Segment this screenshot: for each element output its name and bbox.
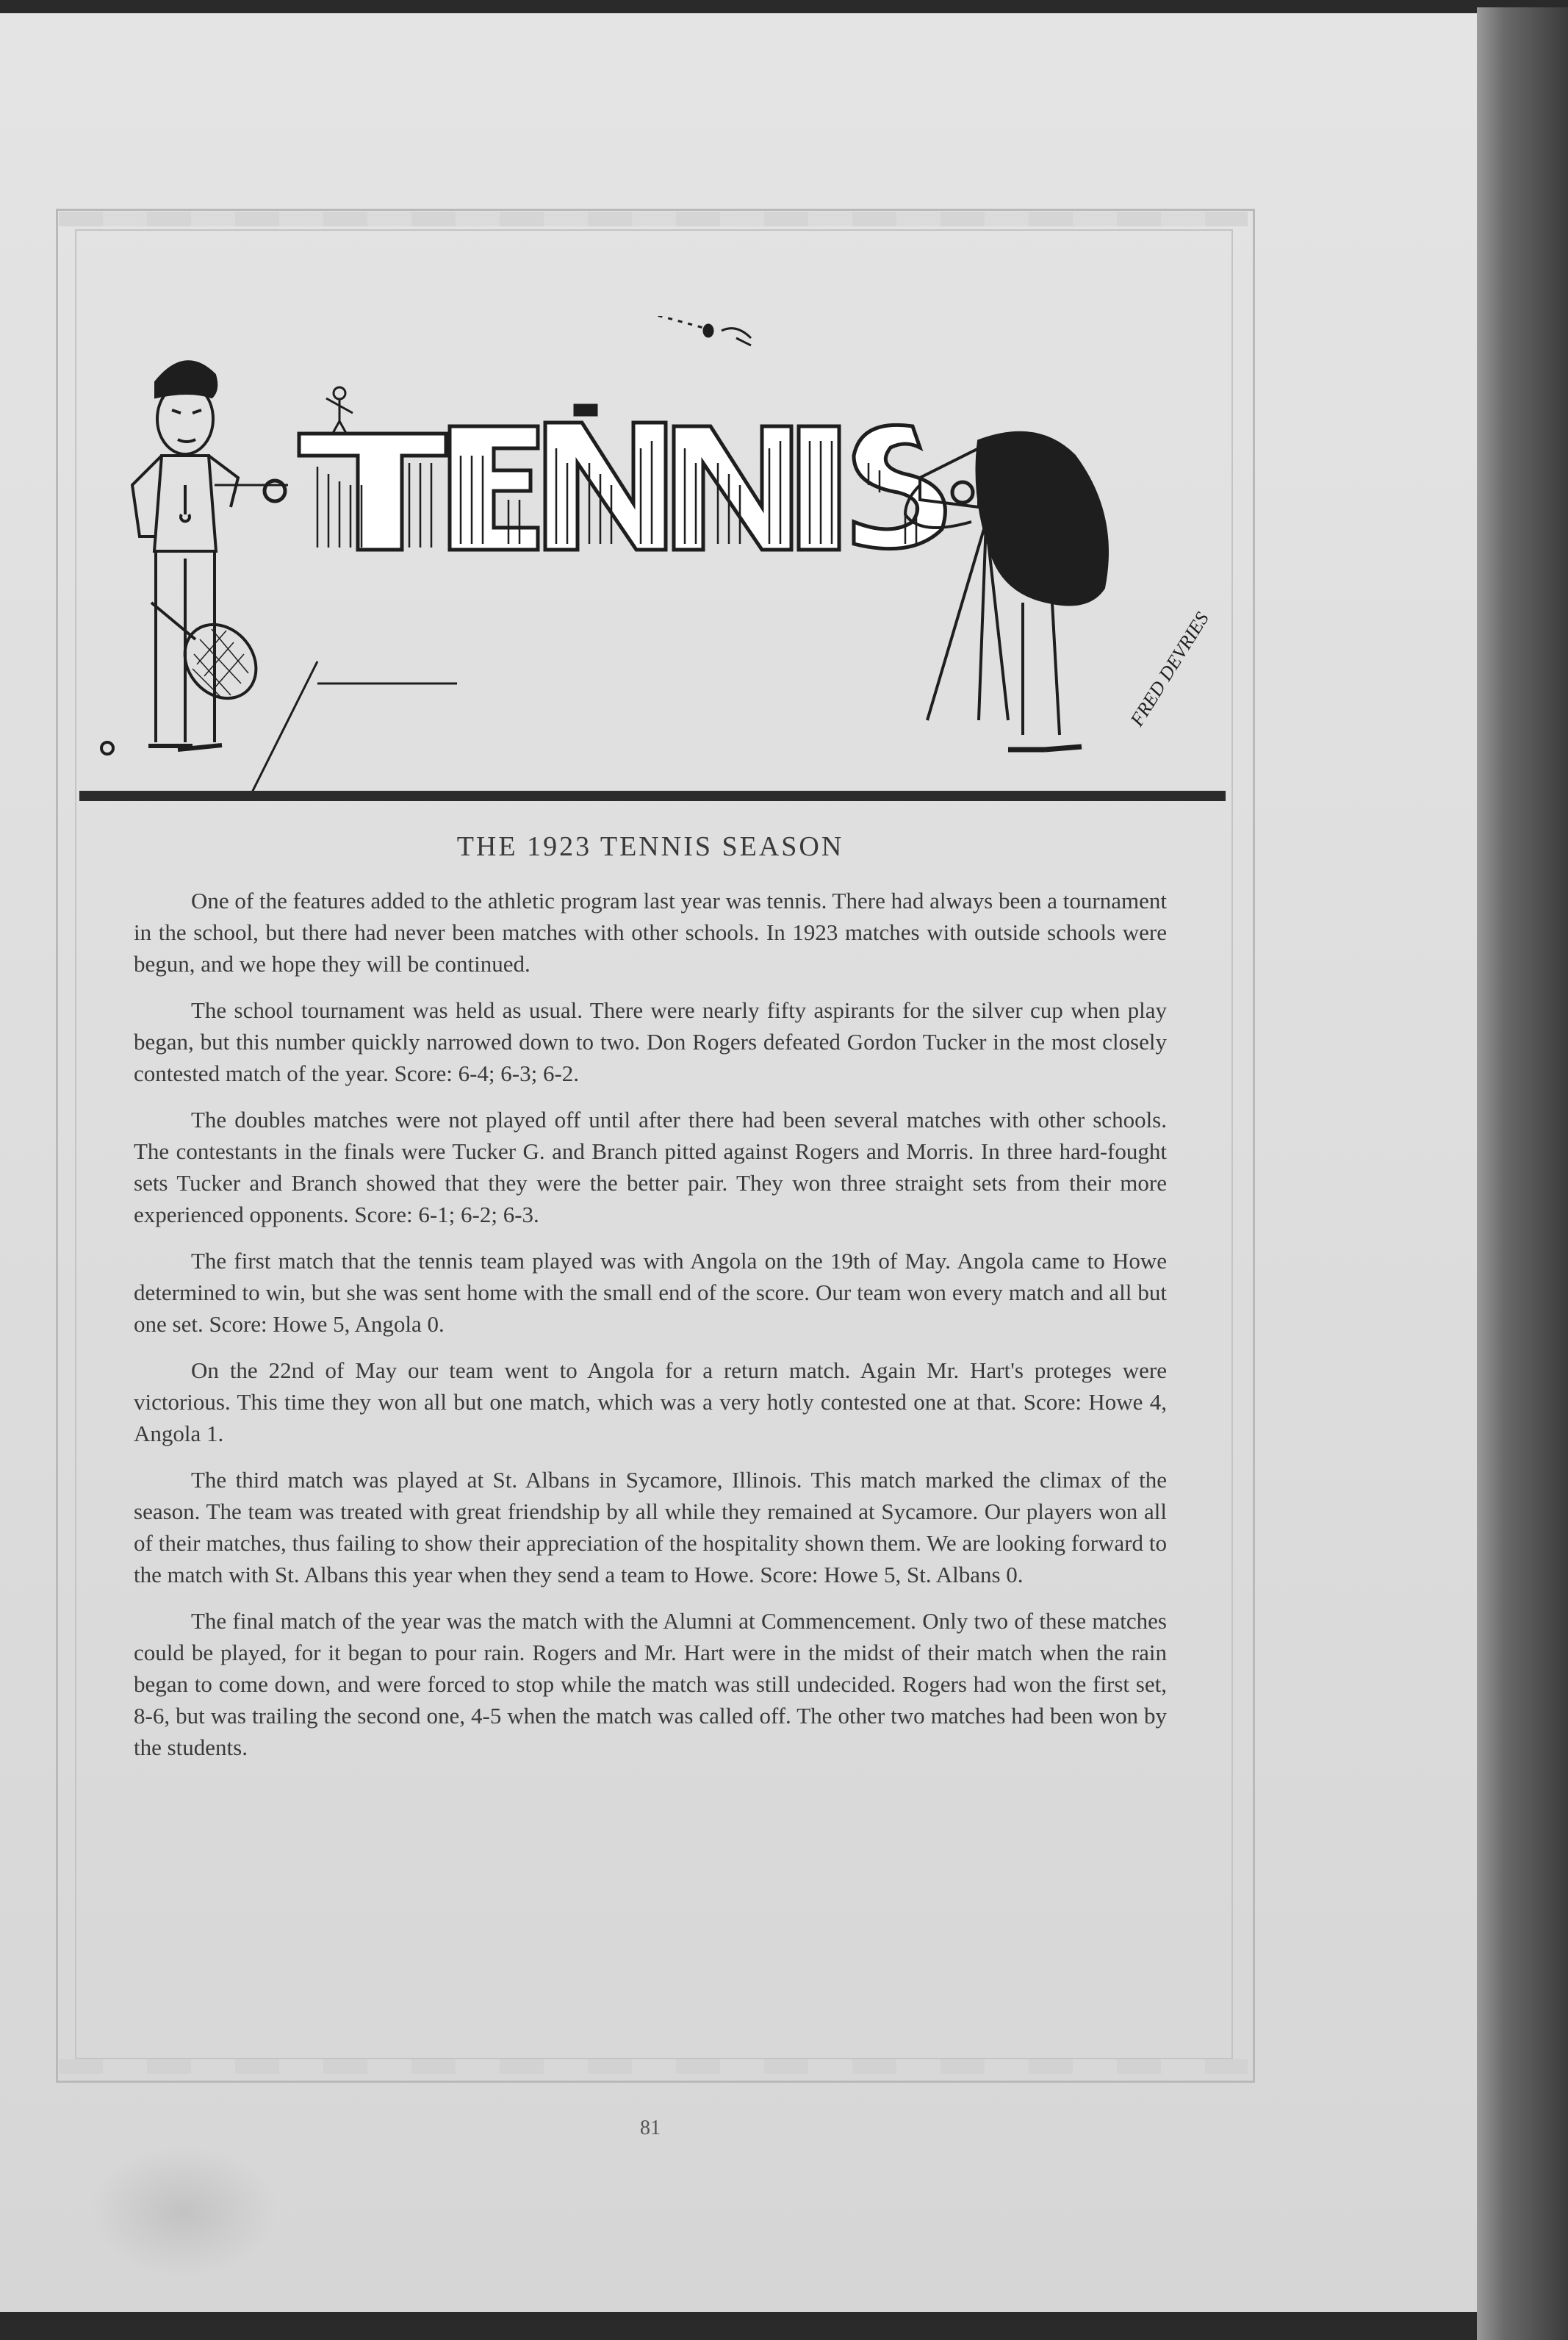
paragraph-1: One of the features added to the athletic program last year was tennis. There had always been a tournament in the school, but there had never been matches with other schools. In 1923 matches with outside schools were begun, and we hope they will be continued. — [134, 888, 1167, 977]
tennis-illustration — [75, 316, 1230, 801]
tennis-title-lettering — [265, 423, 973, 550]
artist-signature: FRED DEVRIES — [1126, 608, 1213, 731]
tennis-racket — [151, 603, 270, 713]
paragraph-2: The school tournament was held as usual. There were nearly fifty aspirants for the silver cup when play began, but this number quickly narrowed down to two. Don Rogers defeated Gordon Tucker in the most closely contested match of the year. Score: 6-4; 6-3; 6-2. — [134, 997, 1167, 1086]
article-title: THE 1923 TENNIS SEASON — [456, 831, 844, 862]
paragraph-6: The third match was played at St. Albans in Sycamore, Illinois. This match marked the climax of the season. The team was treated with great friendship by all while they remained at Sycamore. Our players won all of their matches, thus failing to show their appreciation of the hospitality shown them. We are looking forward to the match with St. Albans this year when they send a team to Howe. Score: Howe 5, St. Albans 0. — [134, 1467, 1167, 1587]
paragraph-7: The final match of the year was the match with the Alumni at Commencement. Only two of these matches could be played, for it began to pour rain. Rogers and Mr. Hart were in the midst of their match when the rain began to come down, and were forced to stop while the match was still undecided. Rogers had won the first set, 8-6, but was trailing the second one, 4-5 when the match was called off. The other two matches had been won by the students. — [134, 1608, 1167, 1760]
article — [134, 830, 1167, 1778]
book-binding-edge — [1477, 7, 1568, 2340]
page-border-band-bottom — [59, 2059, 1248, 2074]
paragraph-3: The doubles matches were not played off until after there had been several matches with other schools. The contestants in the finals were Tucker G. and Branch pitted against Rogers and Morris. In three hard-fought sets Tucker and Branch showed that they were the better pair. They won three straight sets from their more experienced opponents. Score: 6-1; 6-2; 6-3. — [134, 1107, 1167, 1227]
section-divider-rule — [79, 791, 1226, 801]
paragraph-4: The first match that the tennis team played was with Angola on the 19th of May. Angola came to Howe determined to win, but she was sent home with the small end of the score. Our team won every match and all but one set. Score: Howe 5, Angola 0. — [134, 1248, 1167, 1337]
page-border-band-top — [59, 212, 1248, 226]
flying-ball-trail — [648, 316, 751, 345]
paragraph-5: On the 22nd of May our team went to Angola for a return match. Again Mr. Hart's proteges were victorious. This time they won all but one match, which was a very hotly contested one at that. Score: Howe 4, Angola 1. — [134, 1357, 1167, 1446]
court-line-2 — [251, 661, 457, 794]
photographer-figure — [905, 433, 1107, 750]
tennis-player-figure — [132, 362, 238, 750]
page-stain — [88, 2146, 279, 2278]
tennis-ball-icon — [101, 742, 113, 754]
page-number: 81 — [640, 2117, 661, 2139]
